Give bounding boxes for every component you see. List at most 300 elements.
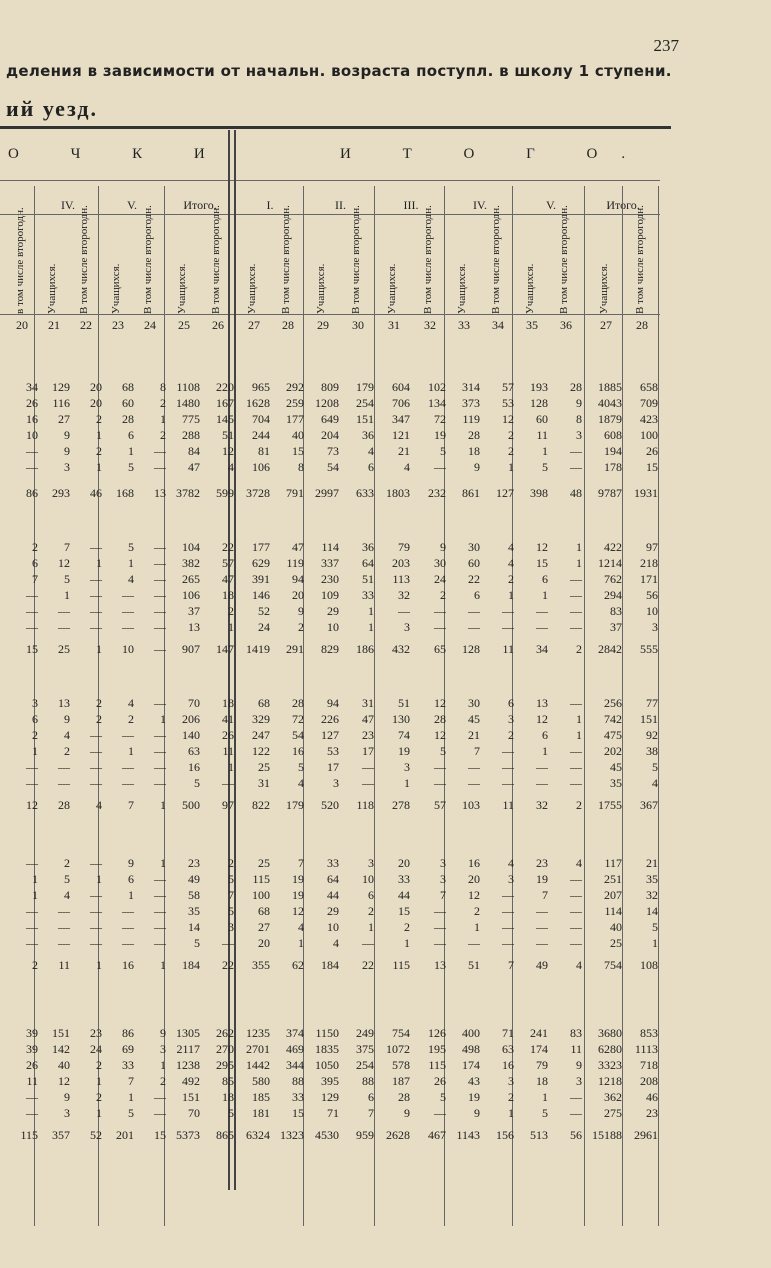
table-cell: 1 [32, 744, 38, 758]
table-cell: — [362, 776, 374, 790]
table-total-cell: 28 [58, 798, 70, 812]
table-cell: 5 [542, 460, 548, 474]
table-cell: 9 [440, 540, 446, 554]
table-cell: 1050 [315, 1058, 339, 1072]
table-cell: 94 [292, 572, 304, 586]
table-cell: 6 [368, 1090, 374, 1104]
table-cell: 27 [58, 412, 70, 426]
table-total-cell: 500 [182, 798, 200, 812]
table-cell: 400 [462, 1026, 480, 1040]
table-cell: 3680 [598, 1026, 622, 1040]
column-number-12: 32 [424, 318, 436, 332]
table-cell: — [122, 728, 134, 742]
table-cell: 12 [434, 696, 446, 710]
table-cell: — [90, 728, 102, 742]
table-total-cell: 201 [116, 1128, 134, 1142]
table-cell: — [26, 444, 38, 458]
table-cell: 4 [298, 776, 304, 790]
sub-header-7: V. [545, 198, 557, 212]
table-cell: 115 [252, 872, 270, 886]
table-cell: 1 [228, 620, 234, 634]
table-total-cell: 62 [292, 958, 304, 972]
table-total-cell: 127 [496, 486, 514, 500]
table-cell: 40 [58, 1058, 70, 1072]
group-header-right: И Т О Г О. [340, 146, 650, 162]
table-cell: 1 [128, 1090, 134, 1104]
column-heading-17: Учащихся. [598, 263, 610, 314]
table-cell: 580 [252, 1074, 270, 1088]
table-cell: — [468, 620, 480, 634]
table-cell: 79 [536, 1058, 548, 1072]
table-cell: 706 [392, 396, 410, 410]
table-cell: 2 [160, 396, 166, 410]
table-cell: 1238 [176, 1058, 200, 1072]
table-cell: 7 [474, 744, 480, 758]
table-cell: — [154, 604, 166, 618]
table-cell: 8 [160, 380, 166, 394]
table-total-cell: 1 [96, 642, 102, 656]
table-cell: — [154, 460, 166, 474]
table-cell: — [122, 588, 134, 602]
table-cell: 30 [468, 540, 480, 554]
table-cell: 54 [292, 728, 304, 742]
table-cell: — [222, 776, 234, 790]
table-cell: 11 [222, 744, 234, 758]
table-total-cell: 1 [160, 958, 166, 972]
column-number-7: 27 [248, 318, 260, 332]
table-cell: 26 [26, 396, 38, 410]
table-cell: — [570, 444, 582, 458]
table-cell: — [122, 604, 134, 618]
table-cell: 1218 [598, 1074, 622, 1088]
table-cell: 2 [96, 712, 102, 726]
page-number: 237 [653, 36, 679, 55]
table-cell: 288 [182, 428, 200, 442]
subheader-rule [0, 214, 660, 215]
table-cell: 24 [90, 1042, 102, 1056]
table-cell: 9 [64, 428, 70, 442]
table-cell: 47 [362, 712, 374, 726]
table-cell: — [536, 760, 548, 774]
table-cell: 3 [333, 776, 339, 790]
table-total-cell: 633 [356, 486, 374, 500]
table-cell: 23 [362, 728, 374, 742]
table-cell: 391 [252, 572, 270, 586]
table-cell: 9 [128, 856, 134, 870]
table-cell: 13 [58, 696, 70, 710]
table-cell: — [502, 888, 514, 902]
table-cell: 259 [286, 396, 304, 410]
table-cell: 31 [258, 776, 270, 790]
column-number-17: 27 [600, 318, 612, 332]
table-cell: 9 [64, 1090, 70, 1104]
sub-header-5: III. [403, 198, 419, 212]
table-cell: 26 [434, 1074, 446, 1088]
table-cell: — [154, 888, 166, 902]
table-cell: 2 [228, 856, 234, 870]
header-rule [0, 180, 660, 181]
table-cell: 38 [646, 744, 658, 758]
table-cell: 1 [542, 744, 548, 758]
table-cell: 49 [188, 872, 200, 886]
table-cell: 16 [26, 412, 38, 426]
table-cell: — [122, 776, 134, 790]
table-cell: — [502, 604, 514, 618]
table-cell: 2 [404, 920, 410, 934]
table-cell: 809 [321, 380, 339, 394]
table-total-cell: 432 [392, 642, 410, 656]
table-cell: — [154, 696, 166, 710]
table-cell: 14 [188, 920, 200, 934]
table-cell: — [222, 936, 234, 950]
table-total-cell: 2 [576, 798, 582, 812]
table-cell: 202 [604, 744, 622, 758]
table-cell: 3 [576, 1074, 582, 1088]
table-cell: 249 [356, 1026, 374, 1040]
table-cell: — [90, 540, 102, 554]
table-cell: 3 [404, 760, 410, 774]
table-cell: 35 [610, 776, 622, 790]
table-cell: 33 [327, 856, 339, 870]
table-cell: — [468, 604, 480, 618]
table-cell: 4 [64, 888, 70, 902]
table-cell: — [26, 760, 38, 774]
table-total-cell: 13 [434, 958, 446, 972]
table-cell: 32 [398, 588, 410, 602]
table-cell: 15 [292, 444, 304, 458]
table-total-cell: 1803 [386, 486, 410, 500]
table-cell: 3 [508, 1074, 514, 1088]
table-cell: 36 [362, 540, 374, 554]
table-cell: 6 [128, 428, 134, 442]
table-cell: 4 [508, 540, 514, 554]
table-cell: 24 [434, 572, 446, 586]
table-cell: 40 [292, 428, 304, 442]
table-cell: 382 [182, 556, 200, 570]
column-rule-6 [374, 186, 375, 1226]
table-cell: 4 [128, 696, 134, 710]
table-cell: 1 [128, 444, 134, 458]
table-cell: 6 [474, 588, 480, 602]
table-cell: 60 [122, 396, 134, 410]
table-cell: — [90, 588, 102, 602]
table-cell: 207 [604, 888, 622, 902]
table-cell: — [58, 760, 70, 774]
table-cell: 2 [128, 712, 134, 726]
table-cell: 1 [96, 556, 102, 570]
table-total-cell: 1323 [280, 1128, 304, 1142]
table-cell: 37 [188, 604, 200, 618]
table-cell: 1 [228, 760, 234, 774]
table-cell: 64 [362, 556, 374, 570]
table-cell: 12 [502, 412, 514, 426]
table-cell: 7 [228, 888, 234, 902]
table-cell: 47 [188, 460, 200, 474]
table-cell: 69 [122, 1042, 134, 1056]
table-total-cell: 57 [434, 798, 446, 812]
table-cell: 1072 [386, 1042, 410, 1056]
top-rule [0, 126, 671, 129]
table-total-cell: 907 [182, 642, 200, 656]
table-cell: — [90, 620, 102, 634]
table-cell: 72 [292, 712, 304, 726]
table-cell: 4 [368, 444, 374, 458]
table-cell: 74 [398, 728, 410, 742]
table-total-cell: 22 [362, 958, 374, 972]
table-cell: 2 [32, 728, 38, 742]
table-cell: — [90, 888, 102, 902]
table-cell: 2 [298, 620, 304, 634]
table-total-cell: 7 [508, 958, 514, 972]
table-cell: 3 [32, 696, 38, 710]
table-cell: — [154, 776, 166, 790]
table-cell: 1214 [598, 556, 622, 570]
table-cell: 77 [646, 696, 658, 710]
table-cell: 19 [398, 744, 410, 758]
table-cell: 21 [468, 728, 480, 742]
table-total-cell: 6324 [246, 1128, 270, 1142]
table-total-cell: 86 [26, 486, 38, 500]
table-cell: 185 [252, 1090, 270, 1104]
table-cell: 9 [576, 396, 582, 410]
table-total-cell: 4530 [315, 1128, 339, 1142]
table-cell: 4 [298, 920, 304, 934]
table-total-cell: 65 [434, 642, 446, 656]
table-total-cell: 293 [52, 486, 70, 500]
column-heading-3: Учащихся. [110, 263, 122, 314]
table-cell: 373 [462, 396, 480, 410]
table-cell: 18 [468, 444, 480, 458]
table-cell: 7 [368, 1106, 374, 1120]
table-total-cell: — [154, 642, 166, 656]
table-cell: — [26, 856, 38, 870]
column-number-11: 31 [388, 318, 400, 332]
table-cell: 2117 [176, 1042, 200, 1056]
table-cell: 10 [26, 428, 38, 442]
table-cell: 72 [434, 412, 446, 426]
table-cell: 21 [398, 444, 410, 458]
table-cell: — [26, 460, 38, 474]
table-cell: 5 [128, 460, 134, 474]
table-cell: 5 [440, 1090, 446, 1104]
column-heading-14: В том числе второгодн. [490, 205, 502, 314]
table-cell: — [570, 1090, 582, 1104]
table-cell: — [502, 760, 514, 774]
table-cell: 254 [356, 1058, 374, 1072]
table-cell: 3 [368, 856, 374, 870]
table-total-cell: 232 [428, 486, 446, 500]
table-cell: 1305 [176, 1026, 200, 1040]
column-number-0: 20 [16, 318, 28, 332]
table-cell: 142 [52, 1042, 70, 1056]
table-cell: 102 [428, 380, 446, 394]
table-total-cell: 32 [536, 798, 548, 812]
table-total-cell: 156 [496, 1128, 514, 1142]
table-total-cell: 13 [154, 486, 166, 500]
table-cell: 44 [327, 888, 339, 902]
column-heading-12: В том числе второгодн. [422, 205, 434, 314]
column-number-2: 22 [80, 318, 92, 332]
table-cell: 31 [362, 696, 374, 710]
table-cell: 16 [468, 856, 480, 870]
table-cell: 3 [652, 620, 658, 634]
table-total-cell: 184 [182, 958, 200, 972]
table-cell: 9 [576, 1058, 582, 1072]
table-cell: 1 [128, 556, 134, 570]
table-cell: 4 [333, 936, 339, 950]
table-cell: 6 [508, 696, 514, 710]
table-cell: 129 [52, 380, 70, 394]
table-cell: 30 [468, 696, 480, 710]
table-cell: 151 [52, 1026, 70, 1040]
table-cell: 5 [64, 572, 70, 586]
table-total-cell: 7 [128, 798, 134, 812]
table-cell: 4 [404, 460, 410, 474]
table-cell: 1 [542, 1090, 548, 1104]
table-cell: 658 [640, 380, 658, 394]
group-header-left: О Ч К И [8, 146, 229, 162]
table-cell: — [434, 604, 446, 618]
table-cell: 1150 [315, 1026, 339, 1040]
column-number-15: 35 [526, 318, 538, 332]
table-cell: 1 [508, 588, 514, 602]
table-cell: 122 [252, 744, 270, 758]
table-cell: 19 [536, 872, 548, 886]
table-cell: 167 [216, 396, 234, 410]
table-cell: 58 [188, 888, 200, 902]
table-cell: 19 [434, 428, 446, 442]
table-cell: 704 [252, 412, 270, 426]
table-cell: 18 [222, 588, 234, 602]
table-cell: 19 [292, 888, 304, 902]
table-cell: — [434, 920, 446, 934]
table-total-cell: 2 [576, 642, 582, 656]
table-cell: 28 [292, 696, 304, 710]
table-cell: 17 [327, 760, 339, 774]
table-cell: 6 [32, 712, 38, 726]
table-cell: 10 [362, 872, 374, 886]
column-heading-18: В том числе второгодн. [634, 205, 646, 314]
table-cell: — [90, 904, 102, 918]
table-total-cell: 11 [502, 642, 514, 656]
table-cell: 26 [26, 1058, 38, 1072]
table-cell: 1 [160, 412, 166, 426]
table-cell: 37 [610, 620, 622, 634]
table-cell: 21 [646, 856, 658, 870]
table-cell: 1442 [246, 1058, 270, 1072]
table-cell: — [570, 936, 582, 950]
table-cell: — [434, 904, 446, 918]
table-cell: 220 [216, 380, 234, 394]
table-cell: 114 [321, 540, 339, 554]
table-cell: 1 [96, 1106, 102, 1120]
table-cell: 1 [576, 540, 582, 554]
column-number-4: 24 [144, 318, 156, 332]
table-cell: 51 [362, 572, 374, 586]
table-cell: 1208 [315, 396, 339, 410]
table-cell: — [122, 760, 134, 774]
table-cell: 203 [392, 556, 410, 570]
table-cell: 1 [160, 1058, 166, 1072]
table-cell: 71 [327, 1106, 339, 1120]
table-cell: 9 [474, 460, 480, 474]
table-cell: — [434, 460, 446, 474]
table-cell: 26 [646, 444, 658, 458]
table-cell: 25 [258, 760, 270, 774]
table-total-cell: 9787 [598, 486, 622, 500]
table-cell: 28 [468, 428, 480, 442]
table-cell: 1 [368, 920, 374, 934]
table-cell: 19 [292, 872, 304, 886]
table-cell: 45 [468, 712, 480, 726]
table-cell: — [26, 936, 38, 950]
table-cell: 127 [321, 728, 339, 742]
table-cell: — [154, 540, 166, 554]
table-total-cell: 2628 [386, 1128, 410, 1142]
column-heading-4: В том числе второгодн. [142, 205, 154, 314]
table-cell: 2 [508, 444, 514, 458]
table-cell: 1 [368, 620, 374, 634]
column-heading-11: Учащихся. [386, 263, 398, 314]
table-cell: 109 [321, 588, 339, 602]
column-heading-6: В том числе второгодн. [210, 205, 222, 314]
table-cell: 1 [160, 856, 166, 870]
table-cell: 195 [428, 1042, 446, 1056]
table-cell: 1 [298, 936, 304, 950]
table-cell: 204 [321, 428, 339, 442]
table-cell: 68 [258, 904, 270, 918]
table-total-cell: 791 [286, 486, 304, 500]
table-cell: 6280 [598, 1042, 622, 1056]
table-cell: 134 [428, 396, 446, 410]
table-total-cell: 2961 [634, 1128, 658, 1142]
table-cell: 604 [392, 380, 410, 394]
table-cell: — [434, 776, 446, 790]
table-cell: — [26, 1090, 38, 1104]
table-cell: 965 [252, 380, 270, 394]
sub-header-8: Итого. [606, 198, 640, 212]
table-cell: — [26, 620, 38, 634]
sub-header-2: Итого. [183, 198, 217, 212]
table-cell: 35 [188, 904, 200, 918]
table-cell: 12 [468, 888, 480, 902]
table-cell: 194 [604, 444, 622, 458]
column-heading-9: Учащихся. [315, 263, 327, 314]
table-cell: 2 [32, 540, 38, 554]
table-cell: 97 [646, 540, 658, 554]
table-cell: 193 [530, 380, 548, 394]
sub-header-6: IV. [472, 198, 488, 212]
table-cell: 11 [26, 1074, 38, 1088]
table-cell: — [154, 556, 166, 570]
table-cell: 56 [646, 588, 658, 602]
table-cell: — [122, 936, 134, 950]
table-cell: 12 [536, 540, 548, 554]
table-cell: 53 [502, 396, 514, 410]
table-cell: 20 [90, 396, 102, 410]
table-cell: 498 [462, 1042, 480, 1056]
table-cell: — [502, 936, 514, 950]
table-cell: — [122, 920, 134, 934]
table-total-cell: 1755 [598, 798, 622, 812]
table-cell: 100 [252, 888, 270, 902]
column-heading-8: В том числе второгодн. [280, 205, 292, 314]
table-cell: — [362, 760, 374, 774]
table-cell: 3 [64, 460, 70, 474]
table-cell: 1 [160, 712, 166, 726]
table-cell: — [434, 936, 446, 950]
table-total-cell: 103 [462, 798, 480, 812]
